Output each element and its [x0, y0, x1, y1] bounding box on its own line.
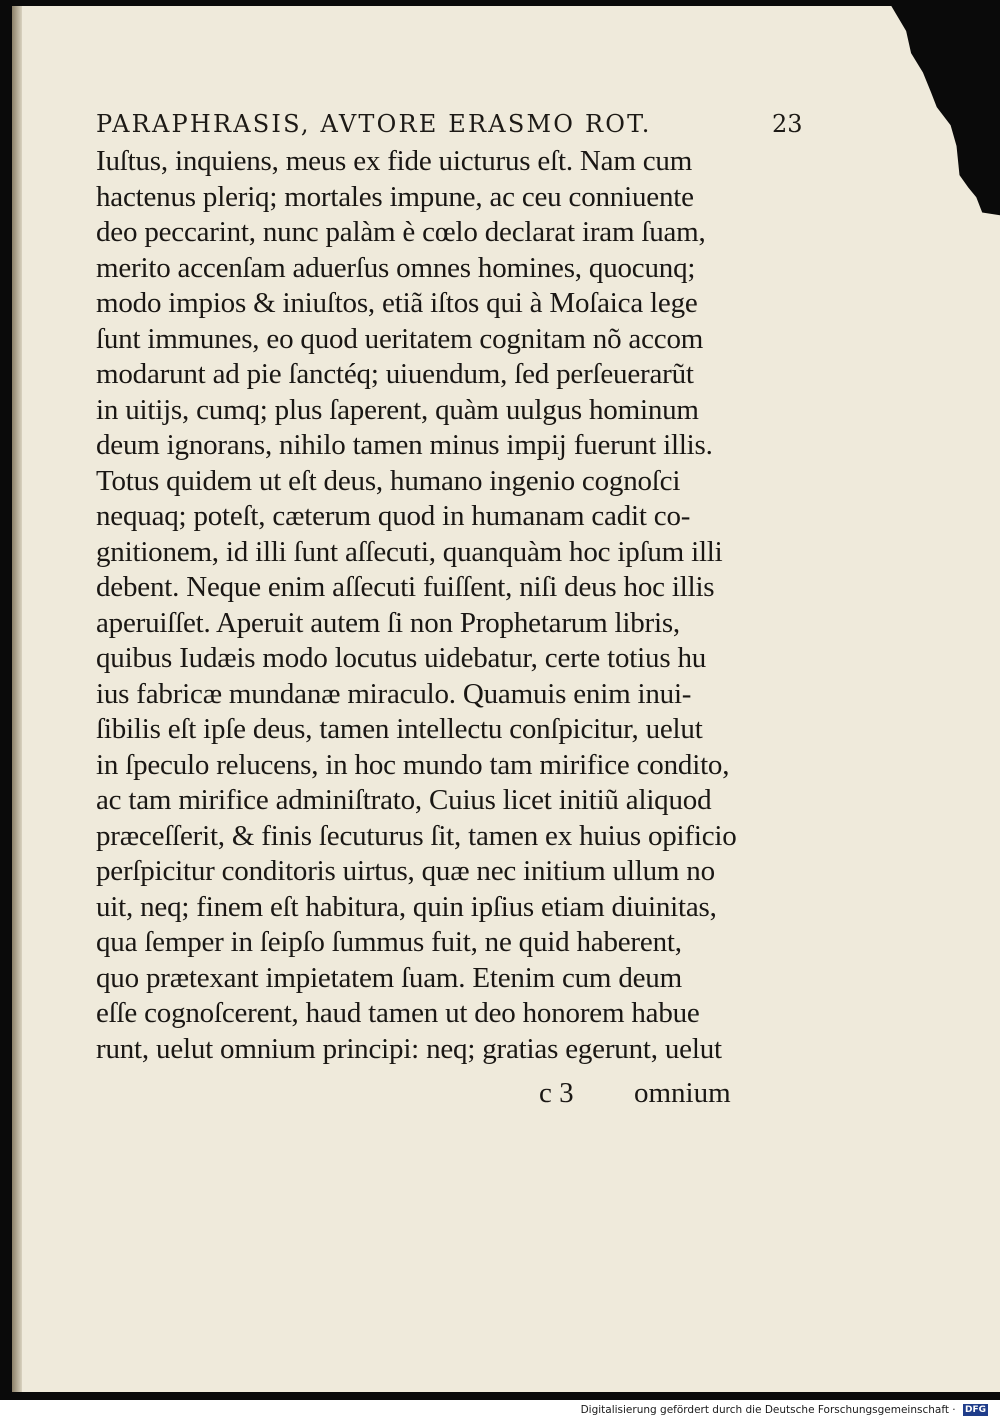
text-line: Totus quidem ut eſt deus, humano ingenio cognoſci — [96, 464, 681, 497]
text-line: debent. Neque enim aſſecuti fuiſſent, niſi deus hoc illis — [96, 571, 715, 603]
page-gutter-edge — [12, 6, 22, 1392]
text-line: runt, uelut omnium principi: neq; gratias egerunt, uelut — [96, 1032, 722, 1065]
credit-text: Digitalisierung gefördert durch die Deutsche Forschungsgemeinschaft — [580, 1404, 949, 1416]
text-line: aperuiſſet. Aperuit autem ſi non Prophetarum libris, — [96, 606, 680, 639]
text-line: ſunt immunes, eo quod ueritatem cognitam nõ accom — [96, 322, 704, 355]
separator: · — [948, 1404, 959, 1416]
text-line: hactenus pleriq; mortales impune, ac ceu conniuente — [96, 180, 694, 213]
text-line: deo peccarint, nunc palàm è cœlo declarat iram ſuam, — [96, 216, 706, 248]
text-line: qua ſemper in ſeipſo ſummus fuit, ne quid haberent, — [96, 926, 682, 958]
text-line: ſibilis eſt ipſe deus, tamen intellectu conſpicitur, uelut — [96, 713, 703, 745]
text-line: modarunt ad pie ſanctéq; uiuendum, ſed perſeuerarũt — [96, 358, 694, 390]
page-number: 23 — [772, 110, 803, 138]
text-line: perſpicitur conditoris uirtus, quæ nec initium ullum no — [96, 855, 715, 887]
text-line: eſſe cognoſcerent, haud tamen ut deo honorem habue — [96, 997, 700, 1029]
text-line: gnitionem, id illi ſunt aſſecuti, quanquàm hoc ipſum illi — [96, 535, 723, 568]
body-text — [96, 144, 756, 1067]
text-line: quo prætexant impietatem ſuam. Etenim cum deum — [96, 961, 682, 994]
running-head: PARAPHRASIS, AVTORE ERASMO ROT. — [96, 110, 652, 138]
signature-line — [96, 1077, 756, 1111]
dfg-logo: DFG — [964, 1405, 986, 1415]
text-line: merito accenſam aduerſus omnes homines, quocunq; — [96, 251, 696, 284]
text-line: Iuſtus, inquiens, meus ex fide uicturus eſt. Nam cum — [96, 145, 693, 177]
text-line: ac tam mirifice adminiſtrato, Cuius licet initiũ aliquod — [96, 784, 712, 816]
digitization-credit — [581, 1404, 988, 1420]
text-line: nequaq; poteſt, cæterum quod in humanam cadit co- — [96, 500, 691, 532]
text-line: quibus Iudæis modo locutus uidebatur, certe totius hu — [96, 642, 707, 674]
signature-mark: c 3 — [539, 1077, 574, 1109]
catchword: omnium — [634, 1077, 731, 1109]
text-line: in ſpeculo relucens, in hoc mundo tam mirifice condito, — [96, 748, 730, 781]
text-line: ius fabricæ mundanæ miraculo. Quamuis enim inui- — [96, 677, 692, 710]
text-line: præceſſerit, & finis ſecuturus ſit, tamen ex huius opificio — [96, 819, 737, 852]
text-line: in uitijs, cumq; plus ſaperent, quàm uulgus hominum — [96, 393, 699, 426]
text-line: uit, neq; finem eſt habitura, quin ipſius etiam diuinitas, — [96, 890, 717, 923]
text-line: modo impios & iniuſtos, etiã iſtos qui à Moſaica lege — [96, 287, 698, 319]
text-line: deum ignorans, nihilo tamen minus impij fuerunt illis. — [96, 429, 713, 461]
